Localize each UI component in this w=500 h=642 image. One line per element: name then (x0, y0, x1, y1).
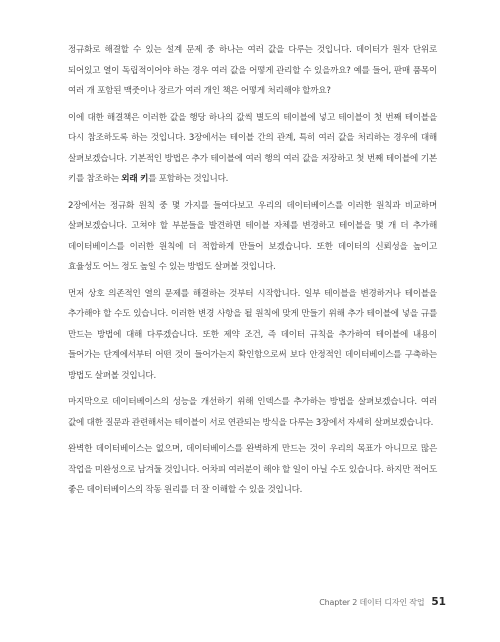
paragraph-4: 먼저 상호 의존적인 열의 문제를 해결하는 것부터 시작합니다. 일부 테이블을 변경하거나 테이블을 추가해야 할 수도 있습니다. 이러한 변경 사항을 될 원칙에 맞게 만들기 위해 추가 테이블에 넣을 규를 만드는 방법에 대해 다루겠습니다. 또한 제약 조건, 즉 데이터 규칙을 추가하여 테이블에 내용이 들어가는 단계에서부터 어떤 것이 들어가는지 확인함으로써 보다 안정적인 데이터베이스를 구축하는 방법도 살펴볼 것입니다. (68, 288, 437, 381)
page-footer (319, 596, 446, 608)
body-text (68, 40, 437, 507)
paragraph-1: 정규화로 해결할 수 있는 설계 문제 중 하나는 여러 값을 다루는 것입니다. 데이터가 원자 단위로 되어있고 열이 독립적이어야 하는 경우 여러 값을 어떻게 관리할 수 있을까요? 예를 들어, 판매 품목이 여러 개 포함된 맥줏이나 장르가 여러 개인 책은 어떻게 처리해야 할까요? (68, 45, 437, 96)
paragraph-6: 완벽한 데이터베이스는 없으며, 데이터베이스를 완벽하게 만드는 것이 우리의 목표가 아니므로 많은 작업을 미완성으로 남겨둘 것입니다. 어차피 여러분이 해야 할 일이 아닐 수도 있습니다. 하지만 적어도 좋은 데이터베이스의 작동 원리를 더 잘 이해할 수 있을 것입니다. (68, 444, 437, 495)
page-number: 51 (431, 596, 446, 608)
paragraph-2-text-before: 이에 대한 해결책은 이러한 값을 행당 하나의 값씩 별도의 테이블에 넣고 테이블이 첫 번째 테이블을 다시 참조하도록 하는 것입니다. 3장에서는 테이블 간의 관계, 특히 여러 값을 처리하는 경우에 대해 살펴보겠습니다. 기본적인 방법은 추가 테이블에 여러 행의 여러 값을 저장하고 첫 번째 테이블에 기본 키를 참조하는 (68, 112, 437, 184)
paragraph-5: 마지막으로 데이터베이스의 성능을 개선하기 위해 인덱스를 추가하는 방법을 살펴보겠습니다. 여러 값에 대한 질문과 관련해서는 테이블이 서로 연관되는 방식을 다루는 3장에서 자세히 살펴보겠습니다. (68, 397, 437, 428)
paragraph-2 (68, 108, 437, 190)
paragraph-2-text-after: 를 포함하는 것입니다. (148, 174, 229, 184)
chapter-title: Chapter 2 데이터 디자인 작업 (319, 598, 425, 607)
foreign-key-term: 외래 키 (121, 174, 149, 184)
paragraph-3: 2장에서는 정규화 원칙 중 몇 가지를 들여다보고 우리의 데이터베이스를 이러한 원칙과 비교하며 살펴보겠습니다. 고쳐야 할 부분들을 발견하면 테이블 자체를 변경하고 테이블을 몇 개 더 추가해 데이터베이스를 이러한 원칙에 더 적합하게 만들어 보겠습니다. 또한 데이터의 신뢰성을 높이고 효율성도 어느 정도 높일 수 있는 방법도 살펴볼 것입니다. (68, 200, 437, 272)
